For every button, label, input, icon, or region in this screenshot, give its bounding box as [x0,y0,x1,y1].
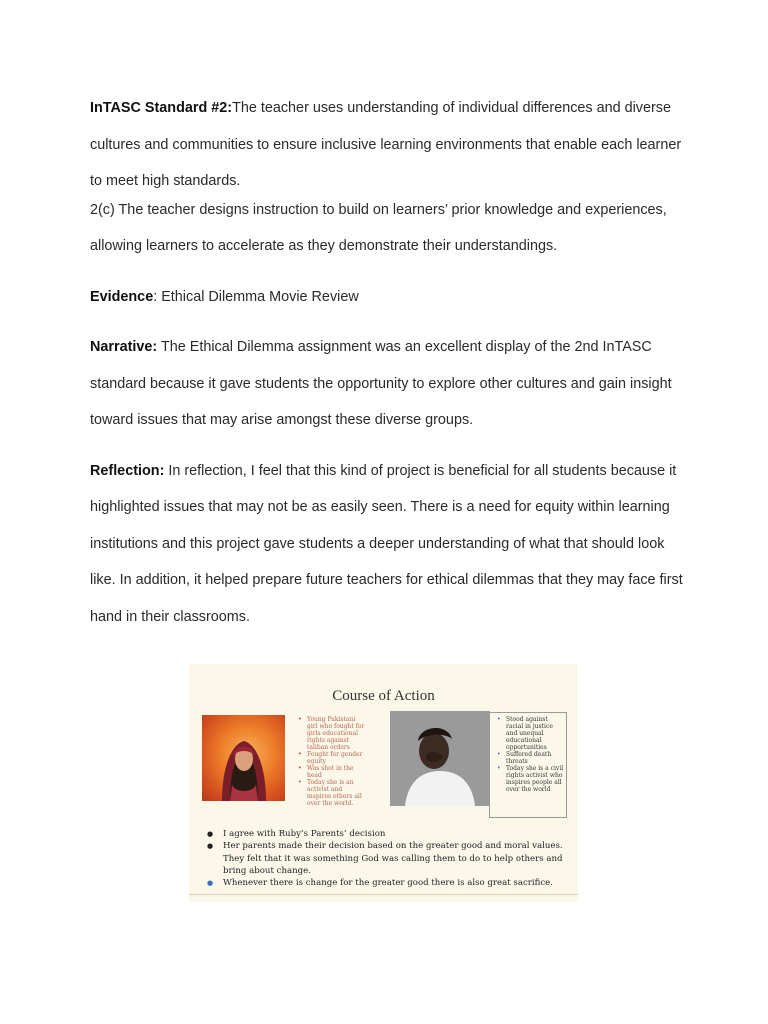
bottom-bullet-list [207,828,569,889]
course-of-action-slide-image [189,664,578,902]
slide-title: Course of Action [332,688,435,704]
evidence-label: Evidence [90,288,154,305]
narrative-paragraph [90,329,690,439]
portrait-right-illustration [390,711,490,806]
right-bullet-item: • Suffered death threats [496,751,566,765]
right-bullet-item: • Today she is a civil rights activist who inspires people all over the world [496,765,566,793]
evidence-text: : Ethical Dilemma Movie Review [153,288,359,305]
standard-paragraph [90,90,690,200]
bottom-bullet-item: ● Her parents made their decision based on the greater good and moral values. They felt that it was something God was calling them to do to help others and bring about change. [207,840,569,877]
left-bullet-item: • Fought for gender equity [297,751,367,765]
standard-text: The teacher uses understanding of individual differences and diverse cultures and communities to ensure inclusive learning environments that enable each learner to meet high standards. [90,100,682,189]
left-bullet-item: • Was shot in the head [297,765,367,779]
portrait-photo-left [202,715,285,801]
narrative-label: Narrative: [90,339,158,355]
portrait-photo-right [390,711,490,806]
document-body [90,90,690,635]
right-bullet-list [496,716,566,793]
right-bullet-item: • Stood against racial in justice and unequal educational opportunities [496,716,566,751]
bottom-bullet-item: ● I agree with Ruby’s Parents’ decision [207,828,569,840]
narrative-text: The Ethical Dilemma assignment was an excellent display of the 2nd InTASC standard because it gave students the opportunity to explore other cultures and gain insight toward issues that may arise amongst these diverse groups. [90,339,672,428]
standard-label: InTASC Standard #2: [90,100,233,116]
left-bullet-list [297,716,367,807]
left-bullet-item: • Today she is an activist and inspires others all over the world. [297,779,367,807]
standard-sub-item: 2(c) The teacher designs instruction to build on learners’ prior knowledge and experiences, allowing learners to accelerate as they demonstrate their understandings. [90,201,667,254]
evidence-paragraph [90,279,690,316]
bottom-bullet-item: ● Whenever there is change for the greater good there is also great sacrifice. [207,877,569,889]
reflection-paragraph [90,453,690,636]
portrait-left-illustration [202,715,285,801]
reflection-label: Reflection: [90,462,165,479]
slide-divider [189,894,578,895]
left-bullet-item: • Young Pakistani girl who fought for girls educational rights against taliban orders [297,716,367,751]
reflection-text: In reflection, I feel that this kind of project is beneficial for all students because it highlighted issues that may not be as easily seen. There is a need for equity within learning institutions and this project gave students a deeper understanding of what that should look like. In addition, it helped prepare future teachers for ethical dilemmas that they may face first hand in their classrooms. [90,462,683,625]
